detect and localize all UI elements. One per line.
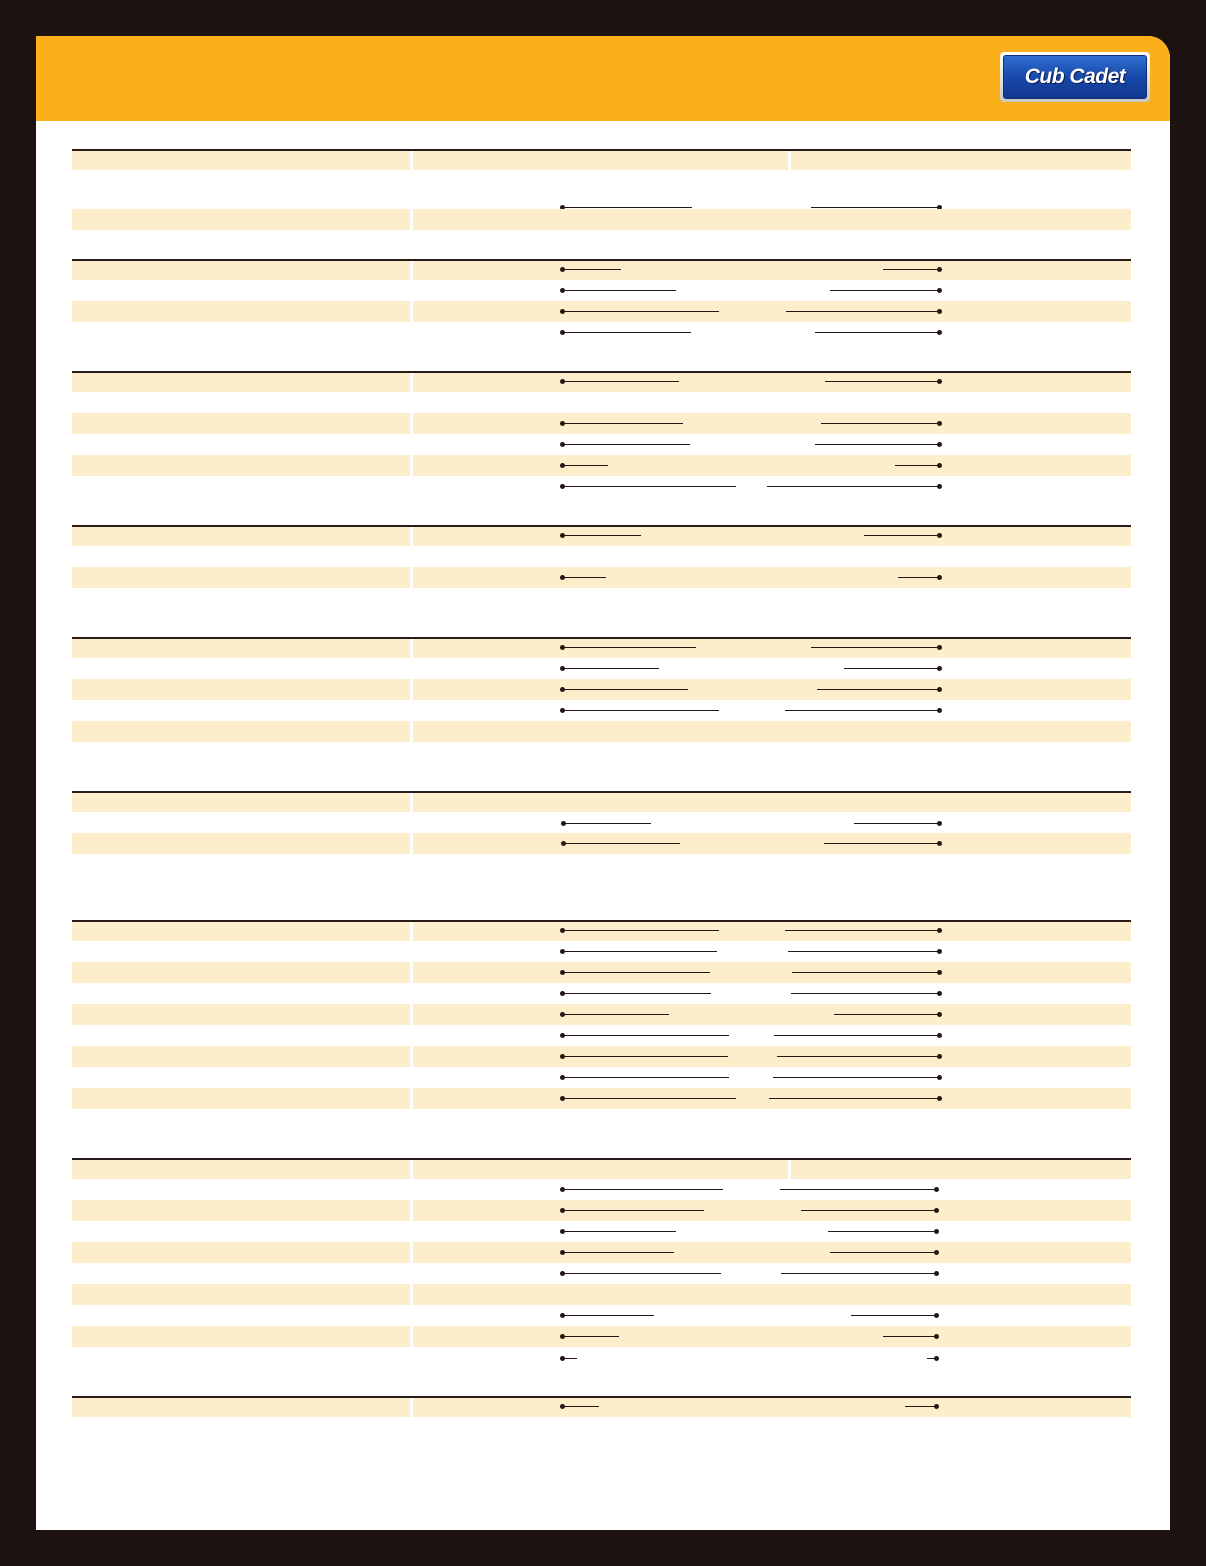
leader-line [562,311,719,312]
leader-line [562,1056,728,1057]
section-header-row [72,791,1131,812]
leader-dot [560,330,565,335]
leader-line [780,1189,936,1190]
leader-line [562,207,692,208]
leader-line [854,823,939,824]
column-divider [410,1326,413,1347]
leader-line [769,1098,939,1099]
leader-dot [934,1313,939,1318]
leader-line [562,993,711,994]
leader-dot [937,421,942,426]
leader-dot [560,1313,565,1318]
leader-line [562,1014,669,1015]
leader-dot [560,1012,565,1017]
leader-dot [560,949,565,954]
leader-dot [560,533,565,538]
leader-line [562,1077,729,1078]
leader-dot [934,1404,939,1409]
leader-line [898,577,939,578]
leader-line [562,1035,729,1036]
column-divider [410,455,413,476]
leader-line [781,1273,936,1274]
column-divider [410,1046,413,1067]
leader-dot [937,1033,942,1038]
leader-dot [560,1208,565,1213]
leader-dot [560,1187,565,1192]
leader-dot [560,484,565,489]
column-divider [410,301,413,322]
leader-dot [560,1334,565,1339]
leader-line [830,290,939,291]
section-header-row [72,1396,1131,1417]
leader-dot [937,687,942,692]
table-row [72,209,1131,230]
leader-dot [560,1404,565,1409]
leader-line [767,486,939,487]
leader-line [562,444,690,445]
leader-dot [560,288,565,293]
leader-dot [937,330,942,335]
leader-line [562,1231,676,1232]
leader-dot [560,687,565,692]
leader-line [562,930,719,931]
column-divider [788,151,791,170]
column-divider [410,679,413,700]
leader-line [562,1315,654,1316]
leader-line [905,1406,936,1407]
leader-dot [937,575,942,580]
leader-line [883,269,939,270]
leader-line [562,535,641,536]
leader-dot [937,533,942,538]
leader-dot [560,645,565,650]
column-divider [410,567,413,588]
leader-dot [560,991,565,996]
leader-line [785,930,939,931]
column-divider [410,833,413,854]
leader-line [817,689,939,690]
leader-dot [937,1096,942,1101]
column-divider [410,793,413,812]
leader-dot [560,1054,565,1059]
leader-line [562,647,696,648]
column-divider [410,1200,413,1221]
leader-line [821,423,939,424]
leader-line [562,486,736,487]
column-divider [410,527,413,546]
column-divider [410,151,413,170]
leader-dot [561,821,566,826]
leader-line [562,1210,704,1211]
leader-line [811,647,939,648]
leader-dot [937,484,942,489]
column-divider [410,962,413,983]
leader-dot [560,666,565,671]
leader-line [815,332,939,333]
leader-dot [934,1208,939,1213]
leader-dot [937,708,942,713]
leader-dot [937,1054,942,1059]
leader-dot [560,708,565,713]
leader-line [791,993,939,994]
leader-line [786,311,939,312]
leader-line [811,207,939,208]
leader-dot [937,645,942,650]
leader-dot [560,928,565,933]
leader-line [563,843,680,844]
section-header-row [72,1158,1131,1179]
leader-line [883,1336,936,1337]
leader-dot [937,288,942,293]
column-divider [410,1004,413,1025]
leader-dot [937,1012,942,1017]
leader-dot [937,1075,942,1080]
leader-dot [560,1250,565,1255]
leader-line [825,381,939,382]
spec-table [36,36,1170,1530]
leader-dot [937,841,942,846]
leader-line [785,710,939,711]
leader-dot [937,309,942,314]
leader-line [562,1406,599,1407]
leader-dot [937,442,942,447]
leader-line [774,1035,939,1036]
leader-line [562,381,679,382]
leader-dot [560,1033,565,1038]
leader-dot [937,463,942,468]
column-divider [410,1242,413,1263]
leader-line [562,332,691,333]
section-header-row [72,149,1131,170]
leader-dot [560,1229,565,1234]
leader-line [830,1252,936,1253]
leader-dot [560,1075,565,1080]
leader-dot [560,309,565,314]
leader-line [562,423,683,424]
leader-line [773,1077,939,1078]
leader-dot [937,970,942,975]
leader-line [562,1273,721,1274]
leader-dot [560,575,565,580]
leader-dot [937,267,942,272]
column-divider [410,1398,413,1417]
leader-dot [561,841,566,846]
column-divider [410,413,413,434]
leader-dot [937,821,942,826]
leader-line [815,444,939,445]
column-divider [410,1160,413,1179]
leader-dot [560,1271,565,1276]
leader-line [562,710,719,711]
leader-dot [937,379,942,384]
column-divider [788,1160,791,1179]
leader-dot [560,1356,565,1361]
leader-line [563,823,651,824]
leader-line [562,577,606,578]
leader-dot [560,463,565,468]
leader-dot [937,949,942,954]
leader-line [801,1210,936,1211]
column-divider [410,1284,413,1305]
leader-dot [937,991,942,996]
leader-dot [934,1229,939,1234]
leader-dot [934,1271,939,1276]
column-divider [410,373,413,392]
leader-line [824,843,939,844]
leader-line [777,1056,939,1057]
leader-dot [560,1096,565,1101]
leader-dot [937,928,942,933]
leader-line [562,465,608,466]
leader-line [562,668,659,669]
leader-line [864,535,939,536]
leader-line [562,1098,736,1099]
leader-dot [934,1334,939,1339]
column-divider [410,639,413,658]
table-row [72,1284,1131,1305]
leader-line [828,1231,936,1232]
leader-dot [560,442,565,447]
leader-line [562,1189,723,1190]
leader-dot [560,421,565,426]
column-divider [410,721,413,742]
leader-line [562,1336,619,1337]
leader-dot [560,379,565,384]
leader-line [562,290,676,291]
leader-dot [934,1356,939,1361]
leader-dot [934,1250,939,1255]
leader-line [788,951,939,952]
leader-line [562,1252,674,1253]
leader-dot [937,666,942,671]
column-divider [410,922,413,941]
column-divider [410,1088,413,1109]
leader-line [834,1014,939,1015]
leader-line [895,465,939,466]
leader-dot [560,970,565,975]
column-divider [410,261,413,280]
leader-line [562,689,688,690]
column-divider [410,209,413,230]
leader-dot [934,1187,939,1192]
leader-line [851,1315,936,1316]
leader-line [562,269,621,270]
leader-line [792,972,939,973]
table-row [72,1348,1131,1369]
leader-line [562,972,710,973]
logo-text: Cub Cadet [1024,65,1126,88]
leader-line [844,668,939,669]
spec-sheet [36,36,1170,1530]
table-row [72,721,1131,742]
leader-dot [560,267,565,272]
leader-line [562,951,717,952]
